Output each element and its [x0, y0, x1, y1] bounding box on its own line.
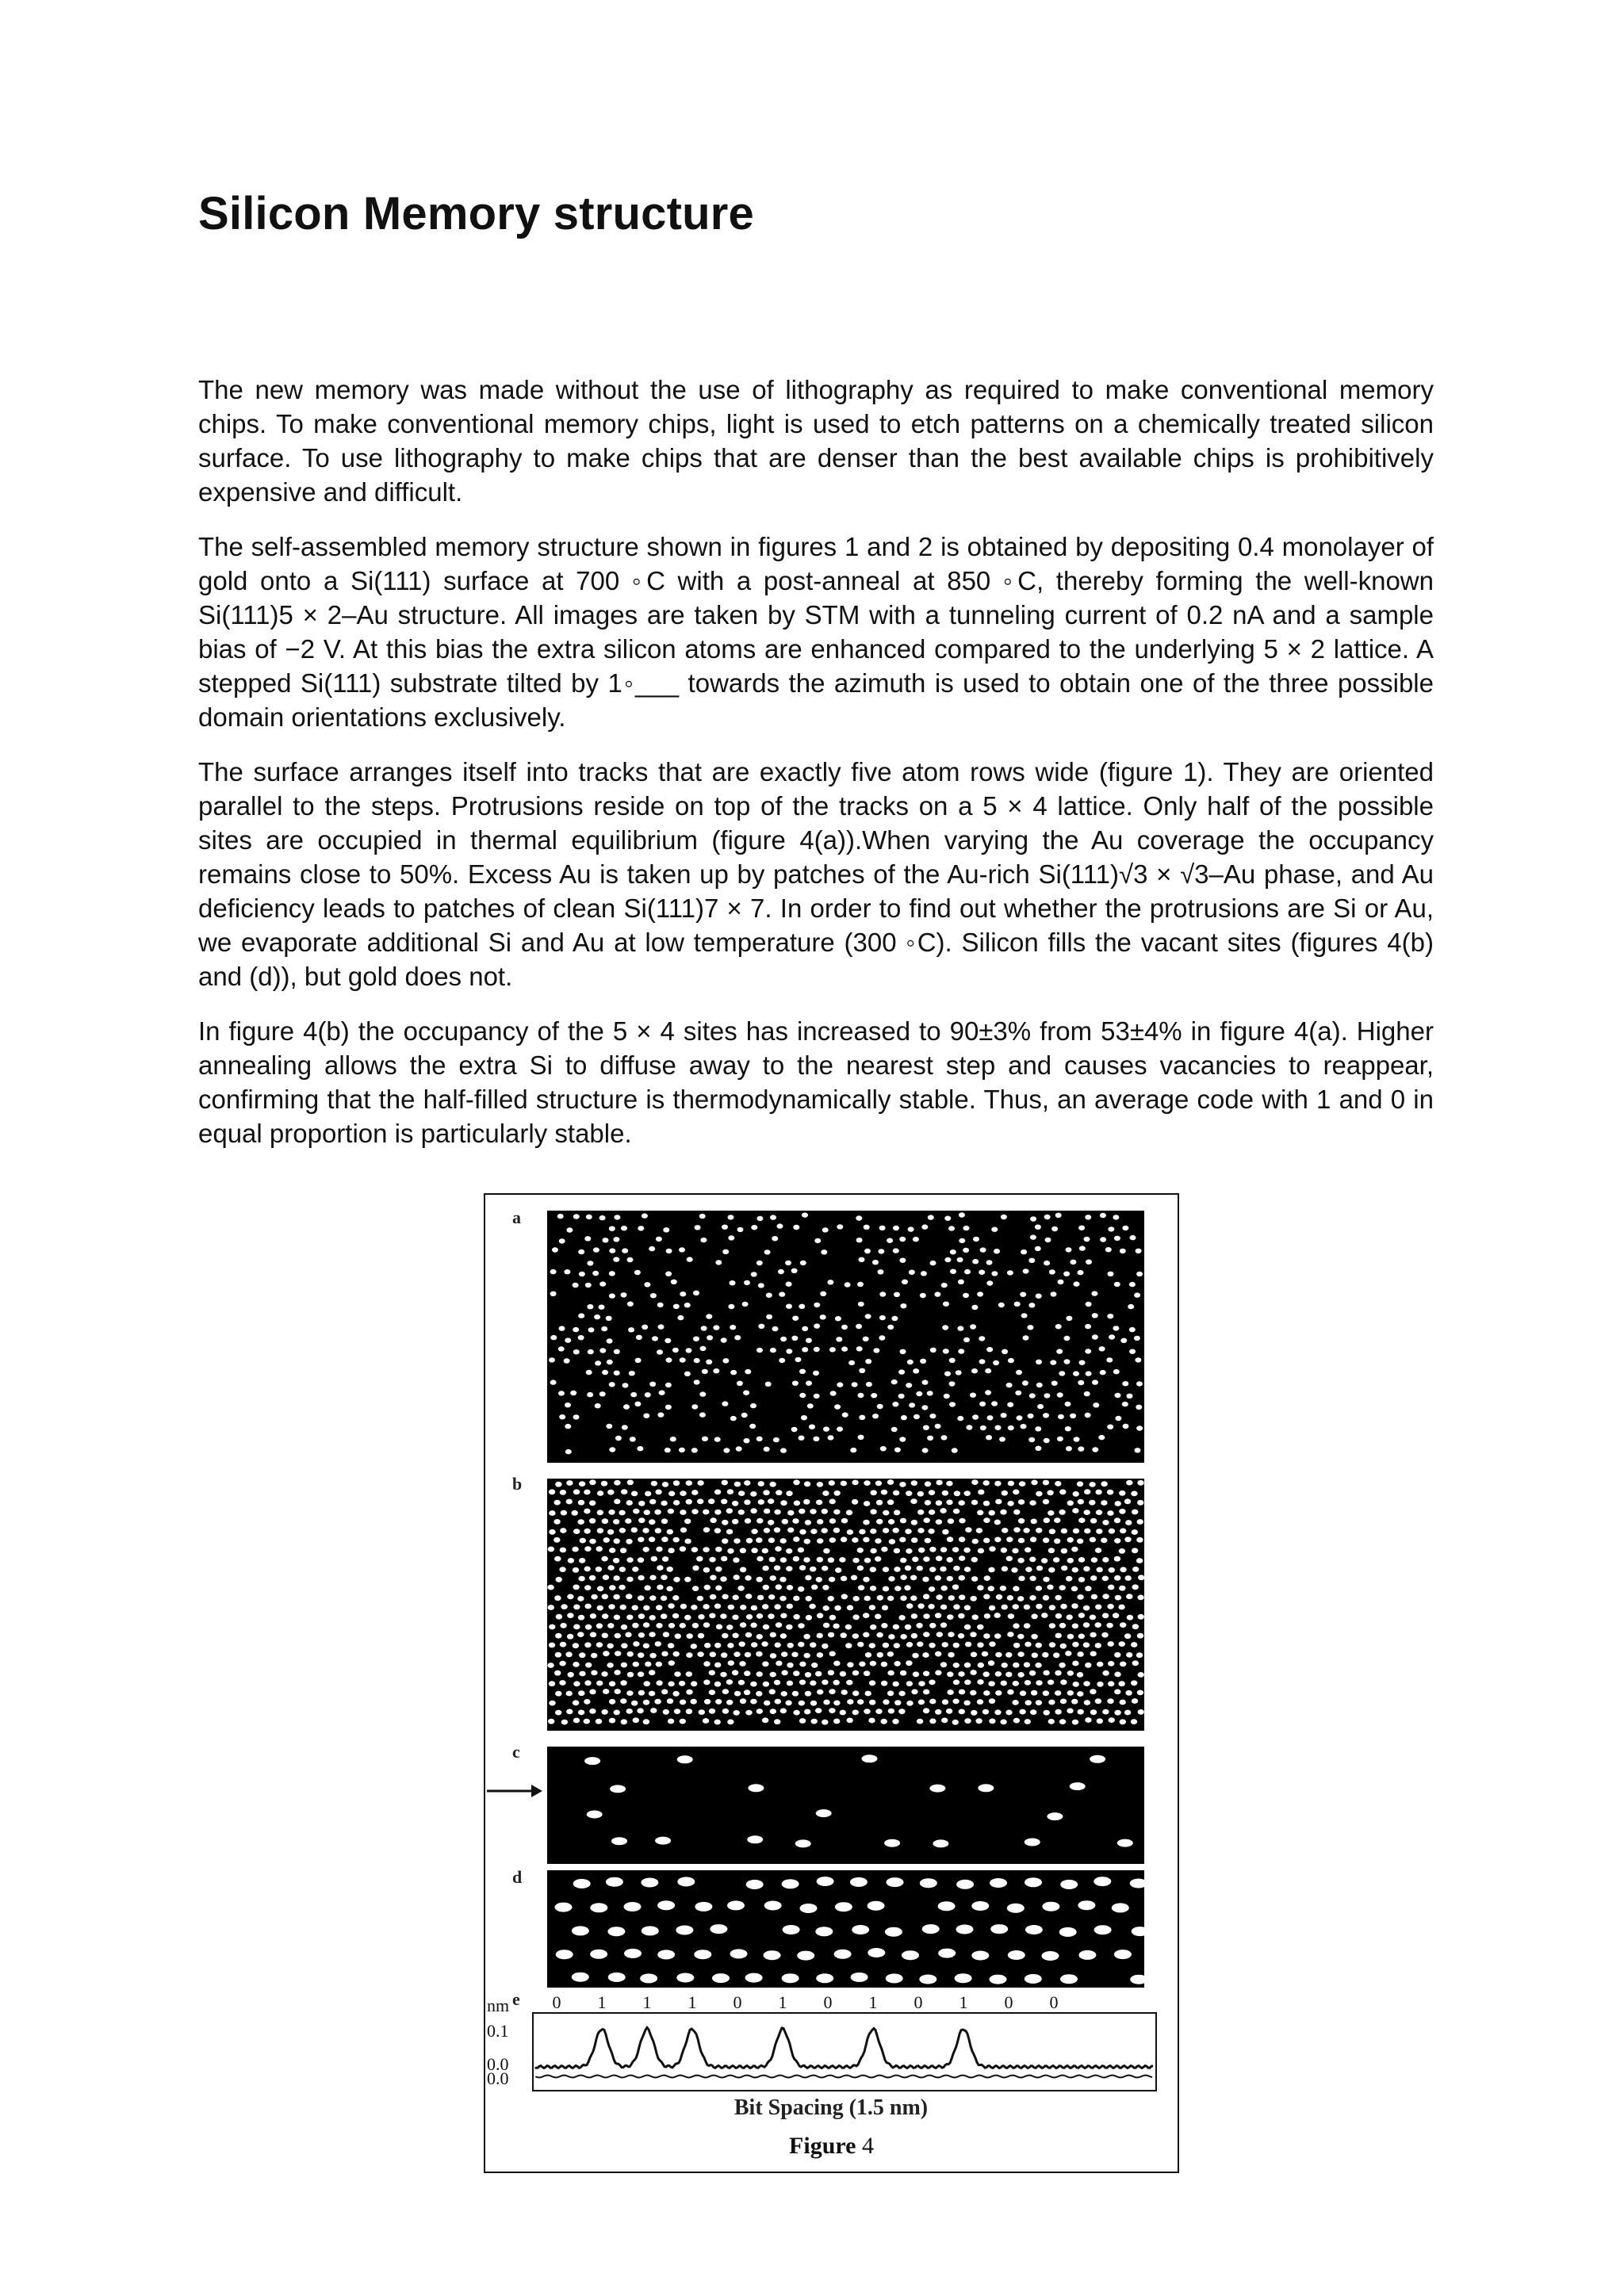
caption-word: Figure: [789, 2133, 856, 2159]
bit-label: 0: [823, 1992, 833, 2012]
paragraph: The self-assembled memory structure shown in figures 1 and 2 is obtained by depositing 0.4 monolayer of gold onto a Si(111) surface at 700 ◦C with a post-anneal at 850 ◦C, thereby forming the well-known Si(111)5 × 2–Au structure. All images are taken by STM with a tunneling current of 0.2 nA and a sample bias of −2 V. At this bias the extra silicon atoms are enhanced compared to the underlying 5 × 2 lattice. A stepped Si(111) substrate tilted by 1◦___ towards the azimuth is used to obtain one of the three possible domain orientations exclusively.: [198, 532, 1434, 732]
bit-label: 1: [778, 1992, 787, 2012]
profile-y-tick: 0.0: [487, 2054, 509, 2074]
bit-label: 1: [959, 1992, 968, 2012]
paragraph: The new memory was made without the use of lithography as required to make conventional memory chips. To make conventional memory chips, light is used to etch patterns on a chemically treated silicon surface. To use lithography to make chips that are denser than the best available chips is prohibitively expensive and difficult.: [198, 375, 1434, 507]
bit-label: 0: [1049, 1992, 1059, 2012]
page-title: Silicon Memory structure: [198, 188, 754, 239]
profile-y-tick: 0.0: [487, 2068, 509, 2088]
profile-unit-label: nm: [487, 1996, 510, 2015]
height-profile-plot: [485, 1195, 1178, 2130]
panel-label-d: d: [512, 1867, 523, 1887]
profile-frame: [533, 2013, 1156, 2091]
panel-label-a: a: [512, 1207, 521, 1227]
profile-x-label: Bit Spacing (1.5 nm): [733, 2095, 929, 2120]
bit-label: 0: [1004, 1992, 1013, 2012]
bit-label: 0: [733, 1992, 742, 2012]
profile-y-tick: 0.1: [487, 2021, 509, 2041]
profile-curve: [536, 2028, 1153, 2068]
paragraph: In figure 4(b) the occupancy of the 5 × 4 sites has increased to 90±3% from 53±4% in figure 4(a). Higher annealing allows the extra Si to diffuse away to the nearest step and causes vacancies to reappear, confirming that the half-filled structure is thermodynamically stable. Thus, an average code with 1 and 0 in equal proportion is particularly stable.: [198, 1016, 1434, 1148]
bit-label: 1: [642, 1992, 652, 2012]
bit-label: 1: [688, 1992, 697, 2012]
figure-caption: [485, 2133, 1178, 2160]
figure-4: [484, 1193, 1179, 2173]
paragraph: The surface arranges itself into tracks that are exactly five atom rows wide (figure 1). They are oriented parallel to the steps. Protrusions reside on top of the tracks on a 5 × 4 lattice. Only half of the possible sites are occupied in thermal equilibrium (figure 4(a)).When varying the Au coverage the occupancy remains close to 50%. Excess Au is taken up by patches of the Au-rich Si(111)√3 × √3–Au phase, and Au deficiency leads to patches of clean Si(111)7 × 7. In order to find out whether the protrusions are Si or Au, we evaporate additional Si and Au at low temperature (300 ◦C). Silicon fills the vacant sites (figures 4(b) and (d)), but gold does not.: [198, 757, 1434, 991]
bit-label: 1: [597, 1992, 607, 2012]
body-text: [198, 373, 1434, 1171]
bit-label: 0: [914, 1992, 923, 2012]
panel-label-b: b: [512, 1474, 523, 1494]
profile-baseline: [536, 2076, 1152, 2078]
bit-label: 1: [868, 1992, 878, 2012]
panel-label-c: c: [512, 1742, 520, 1762]
panel-label-e: e: [512, 1989, 520, 2009]
caption-number: 4: [861, 2133, 874, 2159]
bit-label: 0: [552, 1992, 561, 2012]
